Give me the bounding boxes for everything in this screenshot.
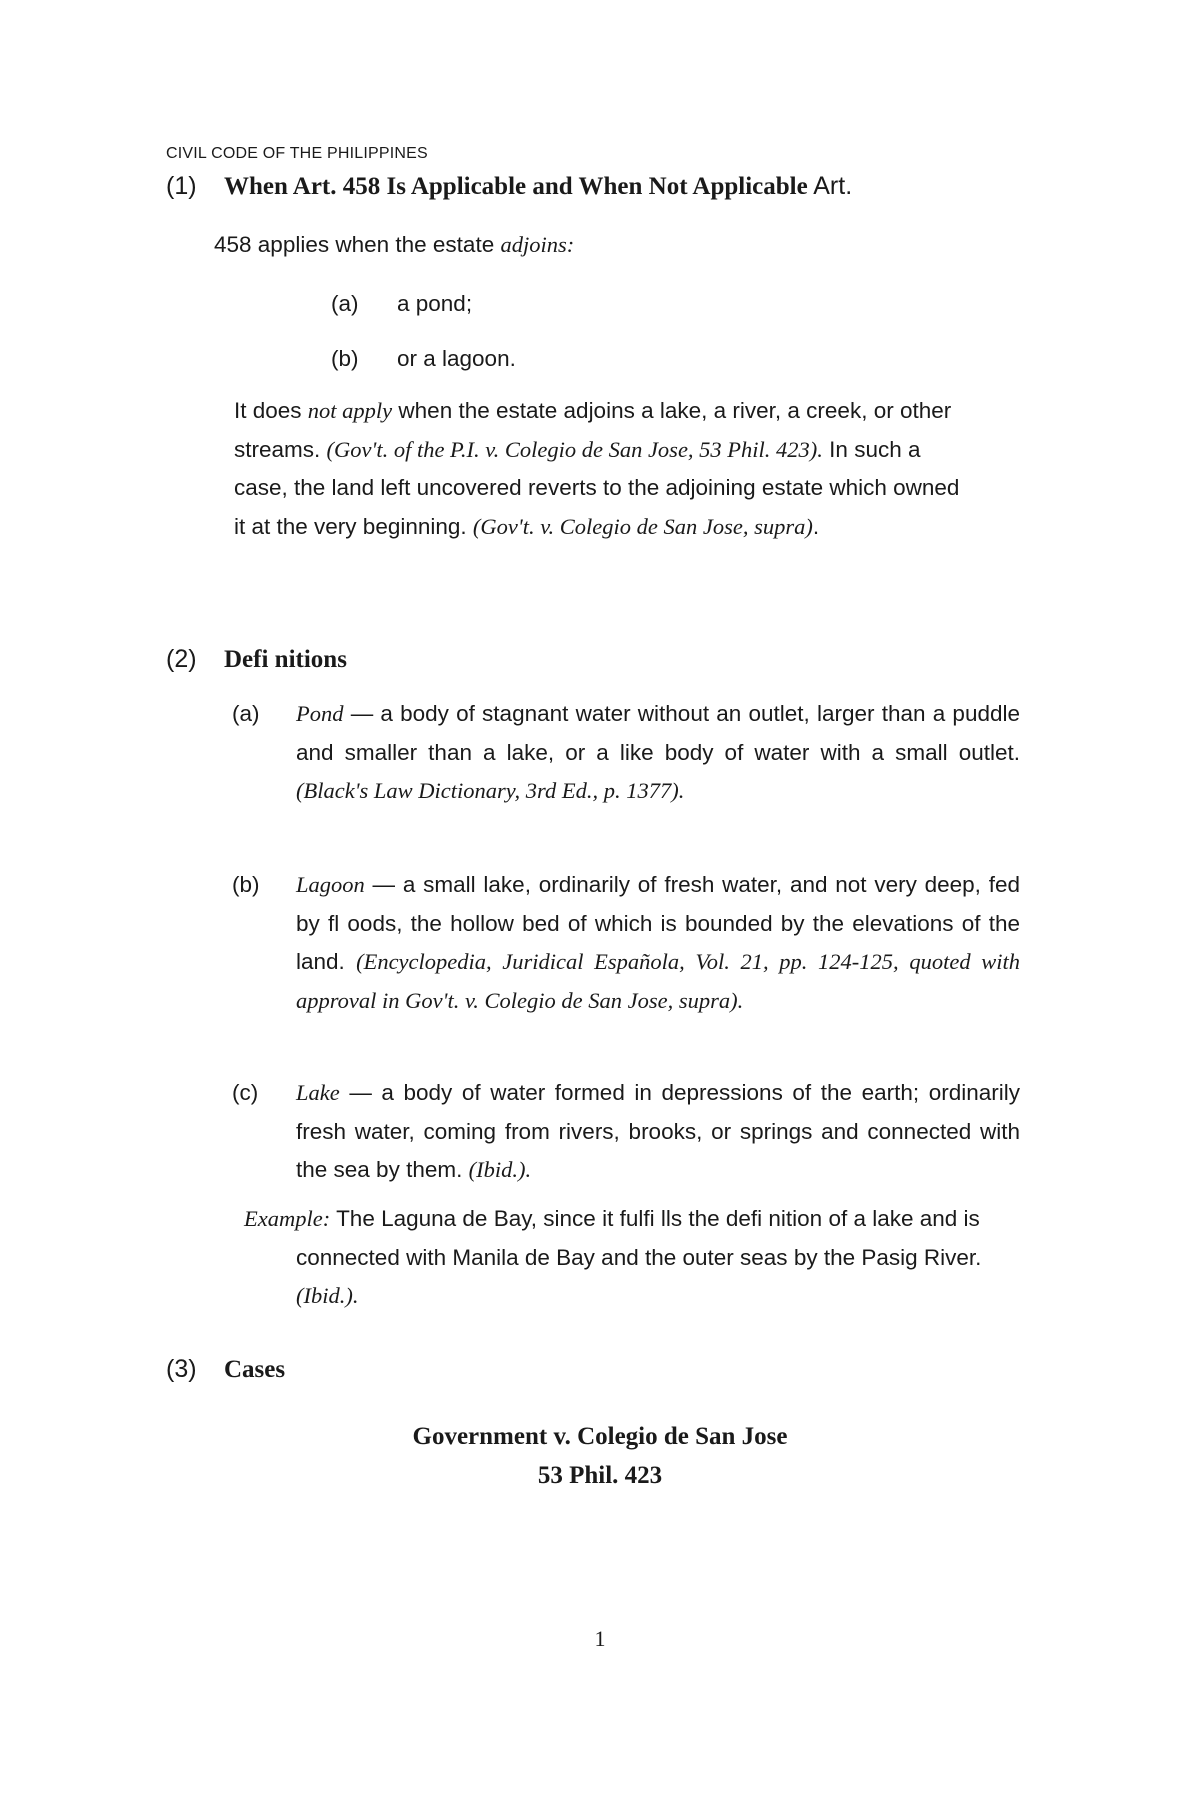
def-lake-text: — a body of water formed in depressions of the earth; ordinarily fresh water, coming from rivers, brooks, or springs and connected with the sea by them. — [296, 1080, 1020, 1182]
def-lagoon-term: Lagoon — [296, 872, 365, 897]
section-1-intro — [214, 226, 574, 265]
def-lagoon — [296, 866, 1020, 1020]
item-a-text: a pond; — [397, 291, 473, 316]
def-lake — [296, 1074, 1020, 1190]
example-citation: (Ibid.). — [296, 1283, 359, 1308]
section-3-heading — [166, 1355, 285, 1384]
def-pond-term: Pond — [296, 701, 344, 726]
example-text: The Laguna de Bay, since it fulfi lls the defi nition of a lake and is connected with Manila de Bay and the outer seas by the Pasig River. — [296, 1206, 982, 1270]
section-3-title: Cases — [224, 1356, 286, 1383]
para-citation-1: (Gov't. of the P.I. v. Colegio de San Jose, 53 Phil. 423). — [326, 436, 823, 462]
section-2-number: (2) — [166, 645, 197, 673]
para-italic-1: not apply — [307, 398, 393, 423]
section-1-number: (1) — [166, 172, 197, 200]
para-text-2: when the estate adjoins a lake, a river, a creek, or other streams. — [234, 398, 952, 462]
section-1-paragraph — [234, 392, 974, 546]
section-1-title: When Art. 458 Is Applicable and When Not Applicable — [224, 173, 808, 200]
para-citation-2: (Gov't. v. Colegio de San Jose, supra) — [472, 513, 813, 539]
def-pond-text: — a body of stagnant water without an outlet, larger than a puddle and smaller than a lake, or a like body of water with a small outlet. — [296, 701, 1020, 765]
section-1-heading-tail: Art. — [807, 172, 853, 200]
section-1-intro-text: 458 applies when the estate — [214, 232, 501, 257]
case-title: Government v. Colegio de San Jose — [412, 1423, 788, 1450]
item-a-label: (a) — [331, 291, 359, 316]
def-lagoon-text: — a small lake, ordinarily of fresh water, and not very deep, fed by fl oods, the hollow bed of which is bounded by the elevations of the land. — [296, 872, 1020, 974]
item-b-label: (b) — [331, 346, 359, 371]
def-pond-citation: (Black's Law Dictionary, 3rd Ed., p. 1377). — [296, 778, 685, 803]
section-3-number: (3) — [166, 1355, 197, 1383]
example-label: Example: — [244, 1206, 331, 1231]
running-header: CIVIL CODE OF THE PHILIPPINES — [166, 145, 428, 162]
def-pond — [296, 695, 1020, 811]
section-1-intro-italic: adjoins: — [500, 232, 575, 257]
para-text-1: It does — [234, 398, 308, 423]
def-lake-term: Lake — [296, 1080, 340, 1105]
case-citation: 53 Phil. 423 — [537, 1462, 663, 1489]
para-text-3: In such a case, the land left uncovered reverts to the adjoining estate which owned it at the very beginning. — [234, 436, 960, 539]
section-2-heading — [166, 645, 347, 674]
page-number: 1 — [594, 1626, 606, 1651]
para-text-4: . — [812, 513, 820, 539]
section-1-heading — [166, 172, 852, 201]
item-b-text: or a lagoon. — [397, 346, 516, 371]
def-a-label: (a) — [232, 701, 260, 726]
example-paragraph — [244, 1200, 1020, 1316]
def-lagoon-citation: (Encyclopedia, Juridical Española, Vol. 21, pp. 124-125, quoted with approval in Gov't. v. Colegio de San Jose, supra). — [296, 949, 1020, 1013]
def-c-label: (c) — [232, 1080, 259, 1105]
section-2-title: Defi nitions — [224, 646, 347, 673]
def-lake-citation: (Ibid.). — [468, 1157, 532, 1182]
def-b-label: (b) — [232, 872, 260, 897]
